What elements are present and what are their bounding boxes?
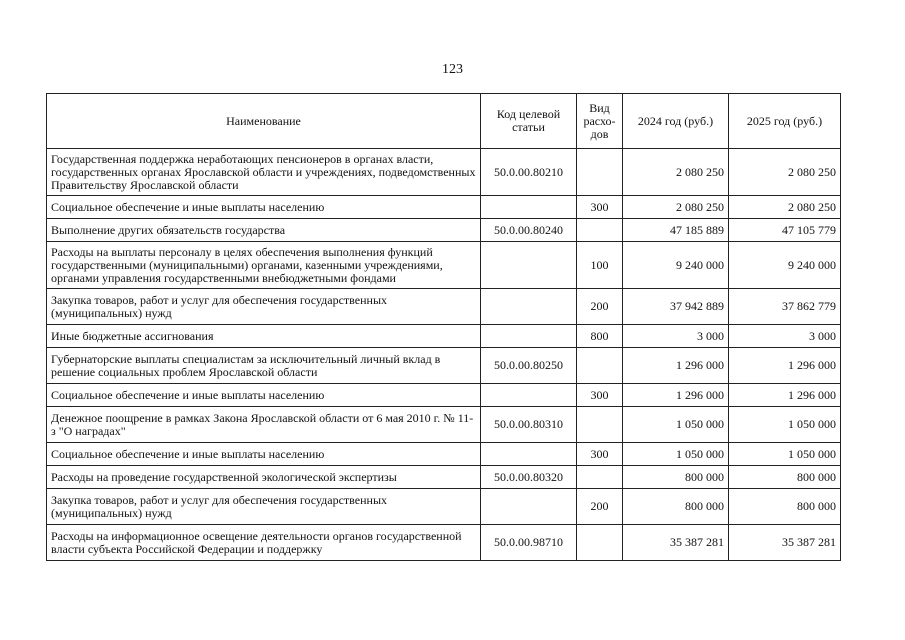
row-code <box>481 384 577 407</box>
row-name: Закупка товаров, работ и услуг для обеспечения государственных (муниципальных) нужд <box>47 489 481 525</box>
row-2025: 2 080 250 <box>729 196 841 219</box>
row-kind: 300 <box>577 384 623 407</box>
row-2025: 9 240 000 <box>729 242 841 289</box>
row-kind <box>577 407 623 443</box>
table-row <box>47 407 841 443</box>
row-2024: 3 000 <box>623 325 729 348</box>
row-kind: 200 <box>577 289 623 325</box>
row-2024: 47 185 889 <box>623 219 729 242</box>
row-2024: 35 387 281 <box>623 525 729 561</box>
row-name: Социальное обеспечение и иные выплаты населению <box>47 443 481 466</box>
header-2025: 2025 год (руб.) <box>729 94 841 149</box>
row-2025: 800 000 <box>729 466 841 489</box>
header-name: Наименование <box>47 94 481 149</box>
row-name: Государственная поддержка неработающих пенсионеров в органах власти, государственных органах Ярославской области и учреждениях, подведомственных Правительству Ярославской области <box>47 149 481 196</box>
row-code: 50.0.00.80210 <box>481 149 577 196</box>
row-kind: 200 <box>577 489 623 525</box>
row-2025: 800 000 <box>729 489 841 525</box>
row-2024: 1 050 000 <box>623 407 729 443</box>
table-row <box>47 325 841 348</box>
row-2024: 1 050 000 <box>623 443 729 466</box>
row-name: Выполнение других обязательств государства <box>47 219 481 242</box>
row-code <box>481 489 577 525</box>
row-2025: 2 080 250 <box>729 149 841 196</box>
row-name: Социальное обеспечение и иные выплаты населению <box>47 384 481 407</box>
row-code: 50.0.00.98710 <box>481 525 577 561</box>
row-code <box>481 325 577 348</box>
row-code <box>481 196 577 219</box>
row-kind: 300 <box>577 196 623 219</box>
row-code: 50.0.00.80310 <box>481 407 577 443</box>
table-row <box>47 219 841 242</box>
table-row <box>47 149 841 196</box>
row-code <box>481 289 577 325</box>
table-row <box>47 348 841 384</box>
row-kind <box>577 466 623 489</box>
row-2024: 2 080 250 <box>623 149 729 196</box>
row-2024: 1 296 000 <box>623 348 729 384</box>
table-row <box>47 489 841 525</box>
row-code: 50.0.00.80250 <box>481 348 577 384</box>
row-2025: 37 862 779 <box>729 289 841 325</box>
row-2025: 47 105 779 <box>729 219 841 242</box>
row-2024: 1 296 000 <box>623 384 729 407</box>
row-2025: 35 387 281 <box>729 525 841 561</box>
table-row <box>47 466 841 489</box>
row-name: Закупка товаров, работ и услуг для обеспечения государственных (муниципальных) нужд <box>47 289 481 325</box>
row-2025: 1 296 000 <box>729 348 841 384</box>
row-kind: 800 <box>577 325 623 348</box>
row-code: 50.0.00.80320 <box>481 466 577 489</box>
page-number: 123 <box>442 62 463 77</box>
row-code <box>481 242 577 289</box>
row-kind: 300 <box>577 443 623 466</box>
row-2025: 3 000 <box>729 325 841 348</box>
row-2025: 1 050 000 <box>729 407 841 443</box>
table-row <box>47 242 841 289</box>
row-2024: 800 000 <box>623 489 729 525</box>
header-code: Код целевой статьи <box>481 94 577 149</box>
table-header-row <box>47 94 841 149</box>
row-name: Денежное поощрение в рамках Закона Ярославской области от 6 мая 2010 г. № 11-з "О наградах" <box>47 407 481 443</box>
row-kind <box>577 525 623 561</box>
row-2024: 800 000 <box>623 466 729 489</box>
row-name: Социальное обеспечение и иные выплаты населению <box>47 196 481 219</box>
header-2024: 2024 год (руб.) <box>623 94 729 149</box>
table-row <box>47 443 841 466</box>
row-kind <box>577 219 623 242</box>
row-2024: 37 942 889 <box>623 289 729 325</box>
table-row <box>47 525 841 561</box>
row-name: Расходы на информационное освещение деятельности органов государственной власти субъекта Российской Федерации и поддержку <box>47 525 481 561</box>
row-kind <box>577 149 623 196</box>
table-row <box>47 196 841 219</box>
row-code <box>481 443 577 466</box>
header-kind: Вид расхо-дов <box>577 94 623 149</box>
table-row <box>47 384 841 407</box>
row-2024: 2 080 250 <box>623 196 729 219</box>
row-name: Иные бюджетные ассигнования <box>47 325 481 348</box>
table-row <box>47 289 841 325</box>
budget-table <box>46 93 841 561</box>
row-code: 50.0.00.80240 <box>481 219 577 242</box>
row-name: Губернаторские выплаты специалистам за исключительный личный вклад в решение социальных проблем Ярославской области <box>47 348 481 384</box>
row-kind <box>577 348 623 384</box>
row-name: Расходы на выплаты персоналу в целях обеспечения выполнения функций государственными (муниципальными) органами, казенными учреждениями, органами управления государственными внебюджетными фондами <box>47 242 481 289</box>
row-kind: 100 <box>577 242 623 289</box>
row-2025: 1 050 000 <box>729 443 841 466</box>
row-2024: 9 240 000 <box>623 242 729 289</box>
row-2025: 1 296 000 <box>729 384 841 407</box>
row-name: Расходы на проведение государственной экологической экспертизы <box>47 466 481 489</box>
